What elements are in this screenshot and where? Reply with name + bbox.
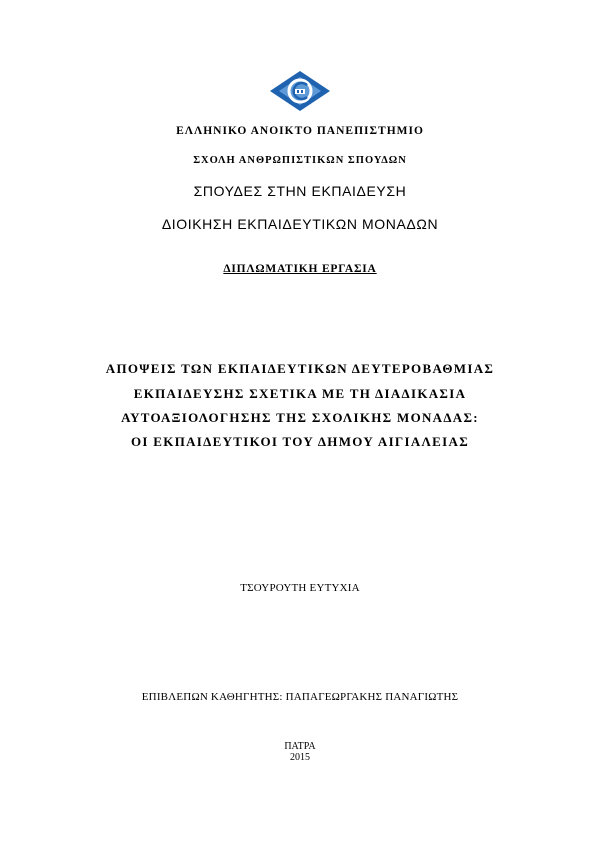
thesis-title-line-3: ΑΥΤΟΑΞΙΟΛΟΓΗΣΗΣ ΤΗΣ ΣΧΟΛΙΚΗΣ ΜΟΝΑΔΑΣ: [121, 410, 479, 425]
university-name: ΕΛΛΗΝΙΚΟ ΑΝΟΙΚΤΟ ΠΑΝΕΠΙΣΤΗΜΙΟ [176, 125, 424, 137]
program-specialization: ΔΙΟΙΚΗΣΗ ΕΚΠΑΙΔΕΥΤΙΚΩΝ ΜΟΝΑΔΩΝ [161, 216, 439, 232]
year: 2015 [290, 752, 310, 763]
program-title: ΣΠΟΥΔΕΣ ΣΤΗΝ ΕΚΠΑΙΔΕΥΣΗ [193, 183, 407, 199]
university-logo-icon [269, 70, 331, 112]
thesis-title-line-2: ΕΚΠΑΙΔΕΥΣΗΣ ΣΧΕΤΙΚΑ ΜΕ ΤΗ ΔΙΑΔΙΚΑΣΙΑ [133, 386, 467, 401]
city: ΠΑΤΡΑ [284, 741, 316, 752]
school-name: ΣΧΟΛΗ ΑΝΘΡΩΠΙΣΤΙΚΩΝ ΣΠΟΥΔΩΝ [193, 155, 407, 166]
supervisor-name: ΕΠΙΒΛΕΠΩΝ ΚΑΘΗΓΗΤΗΣ: ΠΑΠΑΓΕΩΡΓΑΚΗΣ ΠΑΝΑΓΙΩΤΗΣ [141, 691, 459, 703]
author-name: ΤΣΟΥΡΟΥΤΗ ΕΥΤΥΧΙΑ [240, 582, 360, 594]
thesis-title-line-1: ΑΠΟΨΕΙΣ ΤΩΝ ΕΚΠΑΙΔΕΥΤΙΚΩΝ ΔΕΥΤΕΡΟΒΑΘΜΙΑΣ [105, 361, 495, 376]
thesis-label-text: ΔΙΠΛΩΜΑΤΙΚΗ ΕΡΓΑΣΙΑ [223, 263, 377, 275]
thesis-label [0, 263, 600, 275]
thesis-title-line-4: ΟΙ ΕΚΠΑΙΔΕΥΤΙΚΟΙ ΤΟΥ ΔΗΜΟΥ ΑΙΓΙΑΛΕΙΑΣ [130, 434, 469, 449]
